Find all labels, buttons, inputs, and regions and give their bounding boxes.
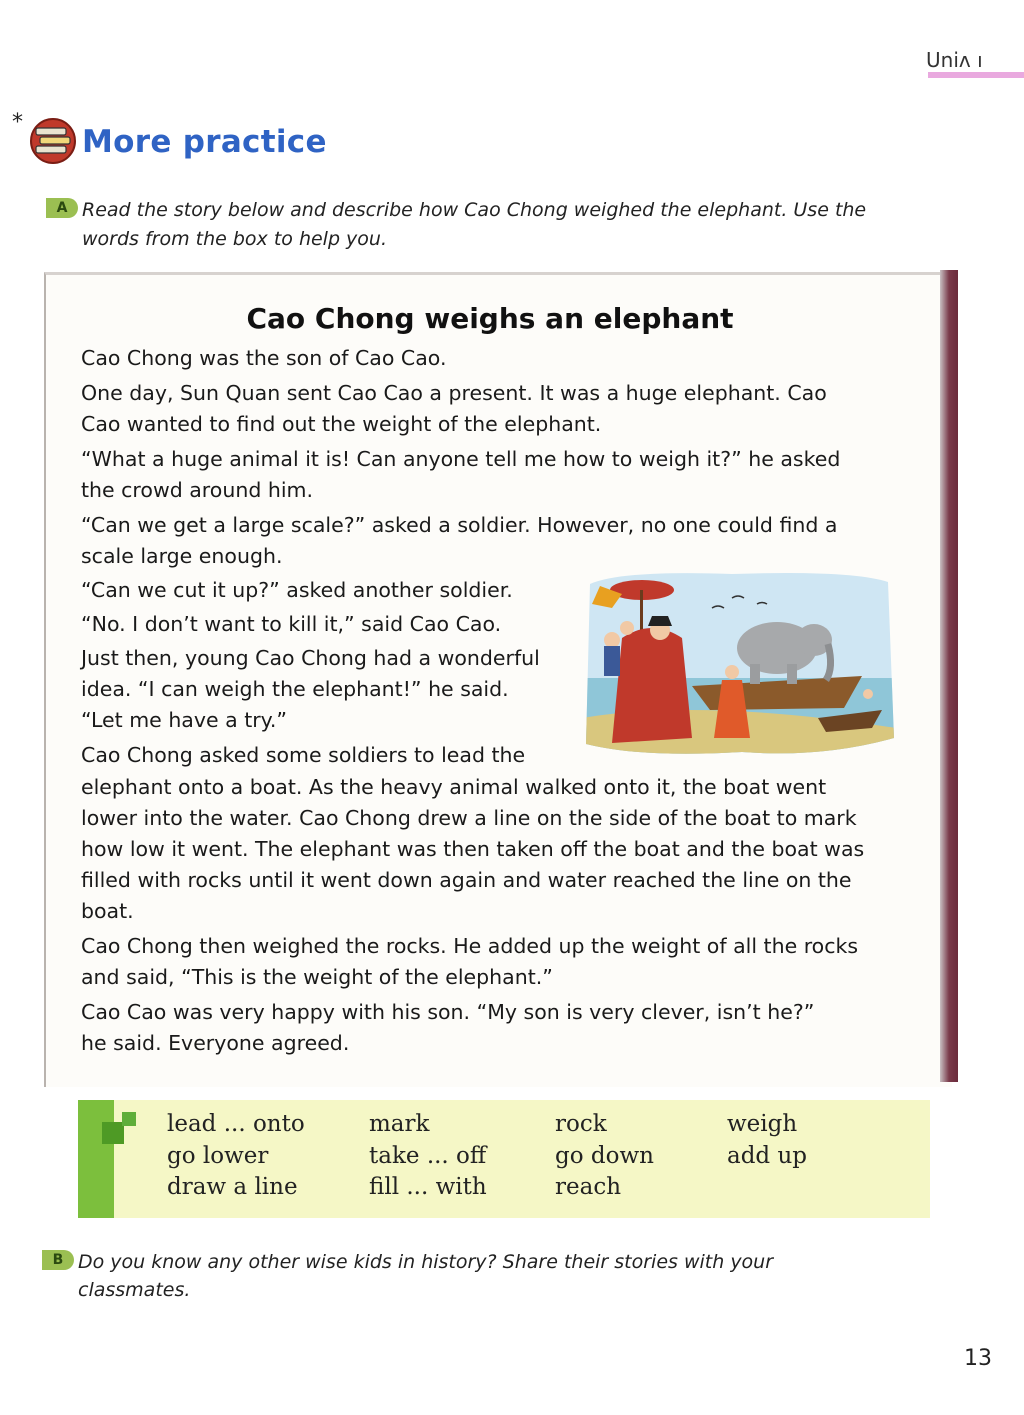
story-line: “Can we cut it up?” asked another soldier. [81, 578, 513, 602]
story-line: “Can we get a large scale?” asked a soldier. However, no one could find a [81, 513, 838, 537]
task-b-badge: B [42, 1250, 74, 1270]
word-item: mark [369, 1111, 430, 1137]
unit-bar [928, 72, 1024, 78]
word-item: go down [555, 1143, 654, 1169]
story-line: Just then, young Cao Chong had a wonderful [81, 646, 540, 670]
word-item: weigh [727, 1111, 798, 1137]
story-line: boat. [81, 899, 134, 923]
word-item: fill ... with [369, 1174, 487, 1200]
task-b-instruction-line2: classmates. [78, 1279, 191, 1301]
story-line: filled with rocks until it went down again and water reached the line on the [81, 868, 852, 892]
story-line: he said. Everyone agreed. [81, 1031, 350, 1055]
word-item: draw a line [167, 1174, 298, 1200]
story-line: the crowd around him. [81, 478, 314, 502]
page-number: 13 [964, 1346, 992, 1371]
word-item: add up [727, 1143, 808, 1169]
task-a-badge: A [46, 198, 78, 218]
word-item: lead ... onto [167, 1111, 305, 1137]
story-line: One day, Sun Quan sent Cao Cao a present. It was a huge elephant. Cao [81, 381, 827, 405]
story-line: and said, “This is the weight of the elephant.” [81, 965, 553, 989]
story-line: “Let me have a try.” [81, 708, 288, 732]
story-line: “What a huge animal it is! Can anyone tell me how to weigh it?” he asked [81, 447, 841, 471]
section-title: More practice [82, 124, 327, 160]
unit-label: Uniʌ ı [926, 48, 983, 72]
story-line: Cao Chong then weighed the rocks. He added up the weight of all the rocks [81, 934, 859, 958]
story-line: Cao Chong asked some soldiers to lead the [81, 743, 526, 767]
word-item: rock [555, 1111, 607, 1137]
word-item: go lower [167, 1143, 269, 1169]
task-b-instruction-line1: Do you know any other wise kids in history? Share their stories with your [78, 1251, 774, 1273]
story-panel-edge [940, 270, 958, 1082]
task-a-instruction-line2: words from the box to help you. [82, 228, 388, 250]
story-line: Cao wanted to find out the weight of the elephant. [81, 412, 602, 436]
story-title: Cao Chong weighs an elephant [246, 302, 734, 335]
story-line: lower into the water. Cao Chong drew a line on the side of the boat to mark [81, 806, 857, 830]
story-line: “No. I don’t want to kill it,” said Cao Cao. [81, 612, 502, 636]
word-box-stripe [78, 1100, 114, 1218]
word-item: take ... off [369, 1143, 487, 1169]
story-line: elephant onto a boat. As the heavy animal walked onto it, the boat went [81, 775, 827, 799]
books-icon [28, 118, 78, 164]
story-line: Cao Cao was very happy with his son. “My son is very clever, isn’t he?” [81, 1000, 815, 1024]
story-illustration [582, 568, 896, 756]
story-line: Cao Chong was the son of Cao Cao. [81, 346, 447, 370]
story-line: scale large enough. [81, 544, 283, 568]
word-item: reach [555, 1174, 622, 1200]
word-box-square [102, 1122, 124, 1144]
asterisk: * [12, 110, 23, 135]
story-line: how low it went. The elephant was then taken off the boat and the boat was [81, 837, 865, 861]
story-line: idea. “I can weigh the elephant!” he said. [81, 677, 509, 701]
word-box-square-small [122, 1112, 136, 1126]
task-a-instruction-line1: Read the story below and describe how Cao Chong weighed the elephant. Use the [82, 199, 867, 221]
